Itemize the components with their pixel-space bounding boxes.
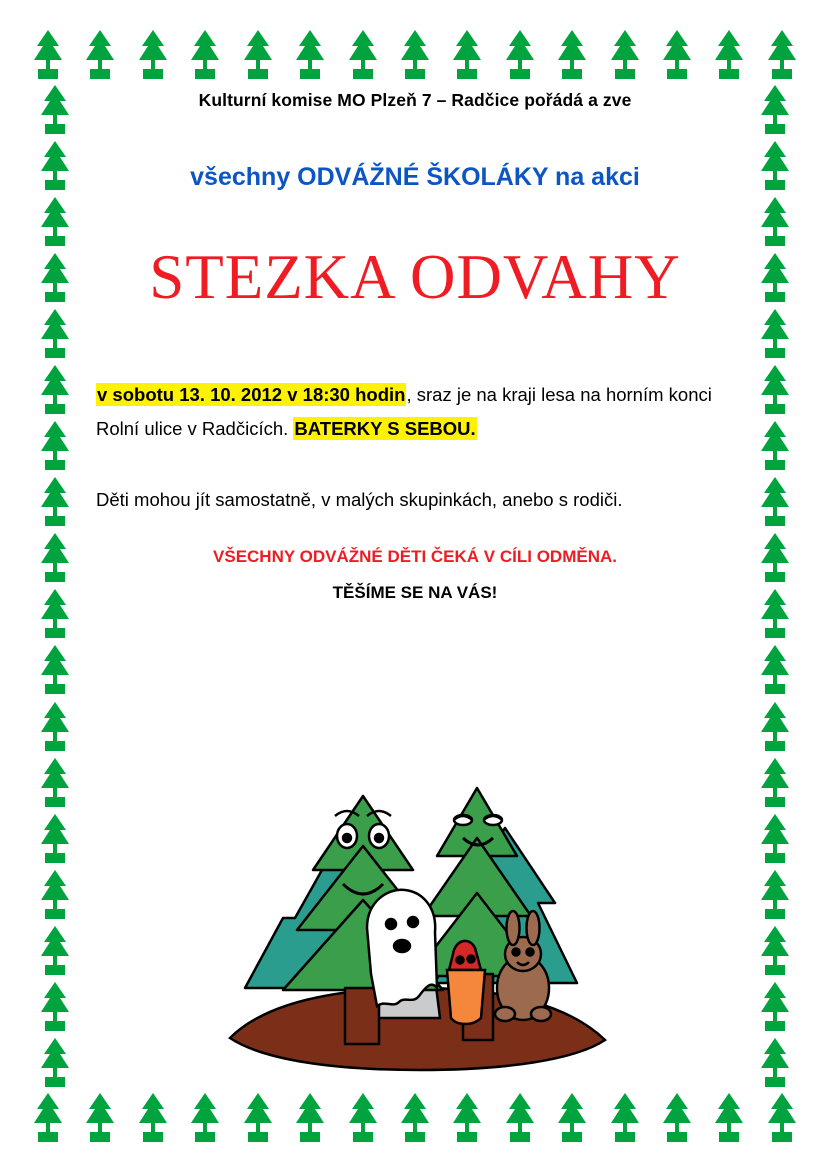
fir-tree-icon xyxy=(183,29,227,81)
fir-tree-icon xyxy=(33,196,77,248)
fir-tree-icon xyxy=(33,644,77,696)
border-bottom xyxy=(26,1089,804,1147)
invite-line: všechny ODVÁŽNÉ ŠKOLÁKY na akci xyxy=(190,163,640,191)
fir-tree-icon xyxy=(753,588,797,640)
fir-tree-icon xyxy=(288,1092,332,1144)
fir-tree-icon xyxy=(33,1037,77,1089)
fir-tree-icon xyxy=(753,813,797,865)
fir-tree-icon xyxy=(26,29,70,81)
fir-tree-icon xyxy=(655,29,699,81)
fir-tree-icon xyxy=(393,29,437,81)
border-right xyxy=(746,84,804,1089)
fir-tree-icon xyxy=(33,981,77,1033)
fir-tree-icon xyxy=(341,1092,385,1144)
fir-tree-icon xyxy=(445,1092,489,1144)
fir-tree-icon xyxy=(603,29,647,81)
fir-tree-icon xyxy=(753,140,797,192)
fir-tree-icon xyxy=(498,1092,542,1144)
fir-tree-icon xyxy=(288,29,332,81)
fir-tree-icon xyxy=(498,29,542,81)
fir-tree-icon xyxy=(550,29,594,81)
fir-tree-icon xyxy=(33,869,77,921)
fir-tree-icon xyxy=(78,1092,122,1144)
event-location-text: , sraz je na kraji lesa na horním konci Rolní ulice v Radčicích. xyxy=(96,384,712,440)
poster-content xyxy=(96,90,734,603)
fir-tree-icon xyxy=(131,29,175,81)
border-top xyxy=(26,26,804,84)
fir-tree-icon xyxy=(655,1092,699,1144)
event-details-paragraph xyxy=(96,378,734,446)
fir-tree-icon xyxy=(753,476,797,528)
fir-tree-icon xyxy=(33,532,77,584)
fir-tree-icon xyxy=(33,476,77,528)
fir-tree-icon xyxy=(131,1092,175,1144)
fir-tree-icon xyxy=(753,1037,797,1089)
fir-tree-icon xyxy=(753,532,797,584)
fir-tree-icon xyxy=(550,1092,594,1144)
fir-tree-icon xyxy=(33,140,77,192)
fir-tree-icon xyxy=(753,196,797,248)
fir-tree-icon xyxy=(33,364,77,416)
forest-ghost-rabbit-illustration xyxy=(205,688,625,1088)
fir-tree-icon xyxy=(341,29,385,81)
reward-note: VŠECHNY ODVÁŽNÉ DĚTI ČEKÁ V CÍLI ODMĚNA. xyxy=(213,546,617,566)
fir-tree-icon xyxy=(33,252,77,304)
fir-tree-icon xyxy=(753,981,797,1033)
fir-tree-icon xyxy=(33,757,77,809)
fir-tree-icon xyxy=(33,84,77,136)
fir-tree-icon xyxy=(603,1092,647,1144)
fir-tree-icon xyxy=(33,701,77,753)
fir-tree-icon xyxy=(183,1092,227,1144)
fir-tree-icon xyxy=(753,869,797,921)
fir-tree-icon xyxy=(33,588,77,640)
fir-tree-icon xyxy=(753,252,797,304)
fir-tree-icon xyxy=(445,29,489,81)
fir-tree-icon xyxy=(236,1092,280,1144)
fir-tree-icon xyxy=(33,420,77,472)
see-you-note: TĚŠÍME SE NA VÁS! xyxy=(332,582,498,602)
fir-tree-icon xyxy=(707,1092,751,1144)
fir-tree-icon xyxy=(33,308,77,360)
fir-tree-icon xyxy=(753,84,797,136)
fir-tree-icon xyxy=(753,420,797,472)
page-title: STEZKA ODVAHY xyxy=(149,242,681,312)
border-left xyxy=(26,84,84,1089)
fir-tree-icon xyxy=(236,29,280,81)
fir-tree-icon xyxy=(33,813,77,865)
fir-tree-icon xyxy=(393,1092,437,1144)
organizer-line: Kulturní komise MO Plzeň 7 – Radčice pořádá a zve xyxy=(198,90,632,110)
participation-paragraph: Děti mohou jít samostatně, v malých skupinkách, anebo s rodiči. xyxy=(96,488,623,510)
fir-tree-icon xyxy=(753,364,797,416)
bring-flashlights-highlight: BATERKY S SEBOU. xyxy=(294,418,476,440)
fir-tree-icon xyxy=(753,757,797,809)
fir-tree-icon xyxy=(760,1092,804,1144)
fir-tree-icon xyxy=(753,701,797,753)
fir-tree-icon xyxy=(26,1092,70,1144)
fir-tree-icon xyxy=(753,644,797,696)
fir-tree-icon xyxy=(760,29,804,81)
fir-tree-icon xyxy=(78,29,122,81)
fir-tree-icon xyxy=(707,29,751,81)
fir-tree-icon xyxy=(753,308,797,360)
fir-tree-icon xyxy=(33,925,77,977)
event-datetime-highlight: v sobotu 13. 10. 2012 v 18:30 hodin xyxy=(97,384,406,406)
fir-tree-icon xyxy=(753,925,797,977)
